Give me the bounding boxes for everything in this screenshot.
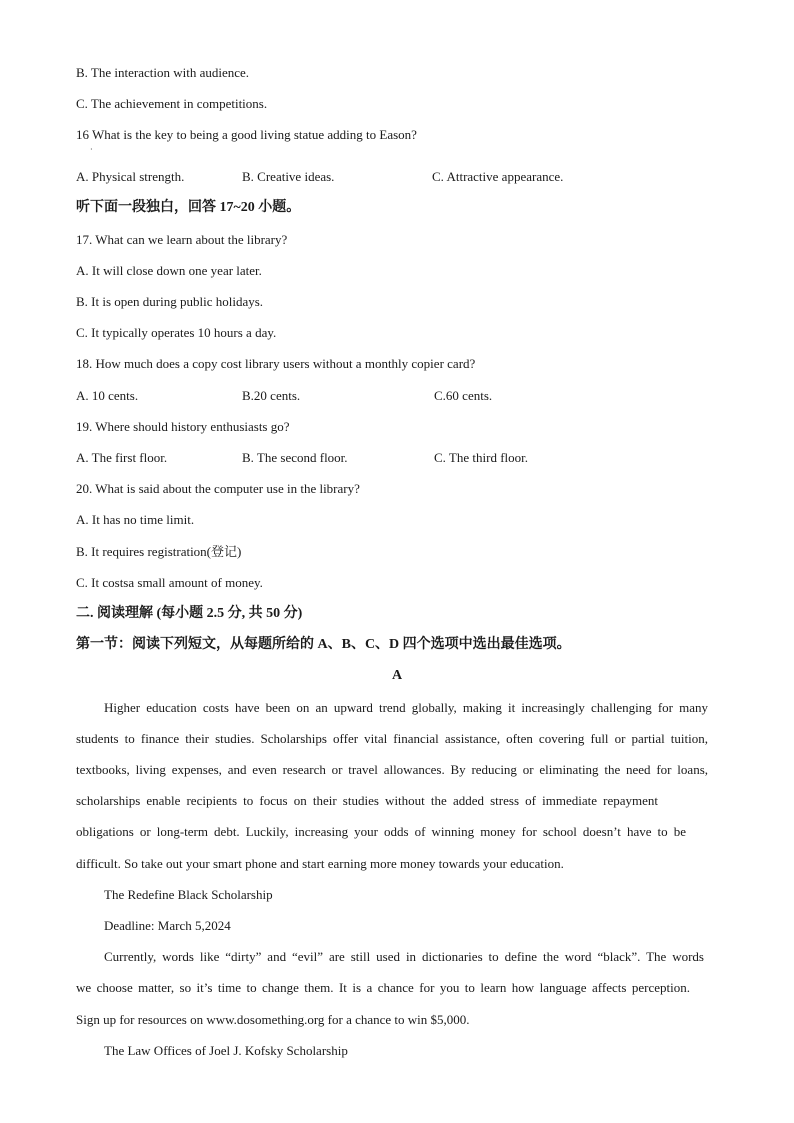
q19-stem: 19. Where should history enthusiasts go?: [76, 419, 290, 434]
q19-option-b: B. The second floor.: [242, 450, 348, 465]
section-monologue-heading: 听下面一段独白，回答 17~20 小题。: [76, 200, 301, 215]
q15-option-c: C. The achievement in competitions.: [76, 96, 268, 111]
q15-option-b: B. The interaction with audience.: [76, 65, 250, 80]
q16-option-b: B. Creative ideas.: [242, 169, 335, 184]
q17-stem: 17. What can we learn about the library?: [76, 232, 288, 247]
scholarship1-line: Sign up for resources on www.dosomething.org for a chance to win $5,000.: [76, 1012, 470, 1027]
scholarship1-line: Currently, words like “dirty” and “evil” are still used in dictionaries to define the word “black”. The words: [104, 949, 704, 964]
q20-option-a: A. It has no time limit.: [76, 512, 195, 527]
scholarship2-title: The Law Offices of Joel J. Kofsky Scholarship: [104, 1043, 348, 1058]
passage-line: difficult. So take out your smart phone and start earning more money towards your education.: [76, 856, 564, 871]
q20-option-c: C. It costsa small amount of money.: [76, 575, 263, 590]
q18-option-c: C.60 cents.: [434, 388, 493, 403]
scholarship1-deadline: Deadline: March 5,2024: [104, 918, 231, 933]
q16-option-a: A. Physical strength.: [76, 169, 185, 184]
passage-label: A: [391, 668, 403, 683]
part2-heading: 二. 阅读理解 (每小题 2.5 分, 共 50 分): [76, 606, 303, 621]
section1-heading: 第一节：阅读下列短文，从每题所给的 A、B、C、D 四个选项中选出最佳选项。: [76, 637, 571, 652]
q19-option-c: C. The third floor.: [434, 450, 529, 465]
q19-option-a: A. The first floor.: [76, 450, 168, 465]
passage-line: students to finance their studies. Scholarships offer vital financial assistance, often covering full or partial tuition,: [76, 731, 708, 746]
q18-option-b: B.20 cents.: [242, 388, 301, 403]
q17-option-c: C. It typically operates 10 hours a day.: [76, 325, 277, 340]
passage-line: Higher education costs have been on an upward trend globally, making it increasingly challenging for many: [104, 700, 708, 715]
q20-stem: 20. What is said about the computer use in the library?: [76, 481, 360, 496]
stray-dot: ·: [90, 145, 93, 154]
passage-line: scholarships enable recipients to focus on their studies without the added stress of immediate repayment: [76, 793, 658, 808]
passage-line: obligations or long-term debt. Luckily, increasing your odds of winning money for school doesn’t have to be: [76, 824, 686, 839]
passage-line: textbooks, living expenses, and even research or travel allowances. By reducing or eliminating the need for loans,: [76, 762, 708, 777]
q17-option-a: A. It will close down one year later.: [76, 263, 262, 278]
q16-option-c: C. Attractive appearance.: [432, 169, 564, 184]
scholarship1-line: we choose matter, so it’s time to change them. It is a chance for you to learn how language affects perception.: [76, 980, 690, 995]
q18-stem: 18. How much does a copy cost library users without a monthly copier card?: [76, 356, 476, 371]
q17-option-b: B. It is open during public holidays.: [76, 294, 264, 309]
q20-option-b: B. It requires registration(登记): [76, 544, 242, 559]
scholarship1-title: The Redefine Black Scholarship: [104, 887, 273, 902]
q16-stem: 16 What is the key to being a good living statue adding to Eason?: [76, 127, 417, 142]
q18-option-a: A. 10 cents.: [76, 388, 139, 403]
